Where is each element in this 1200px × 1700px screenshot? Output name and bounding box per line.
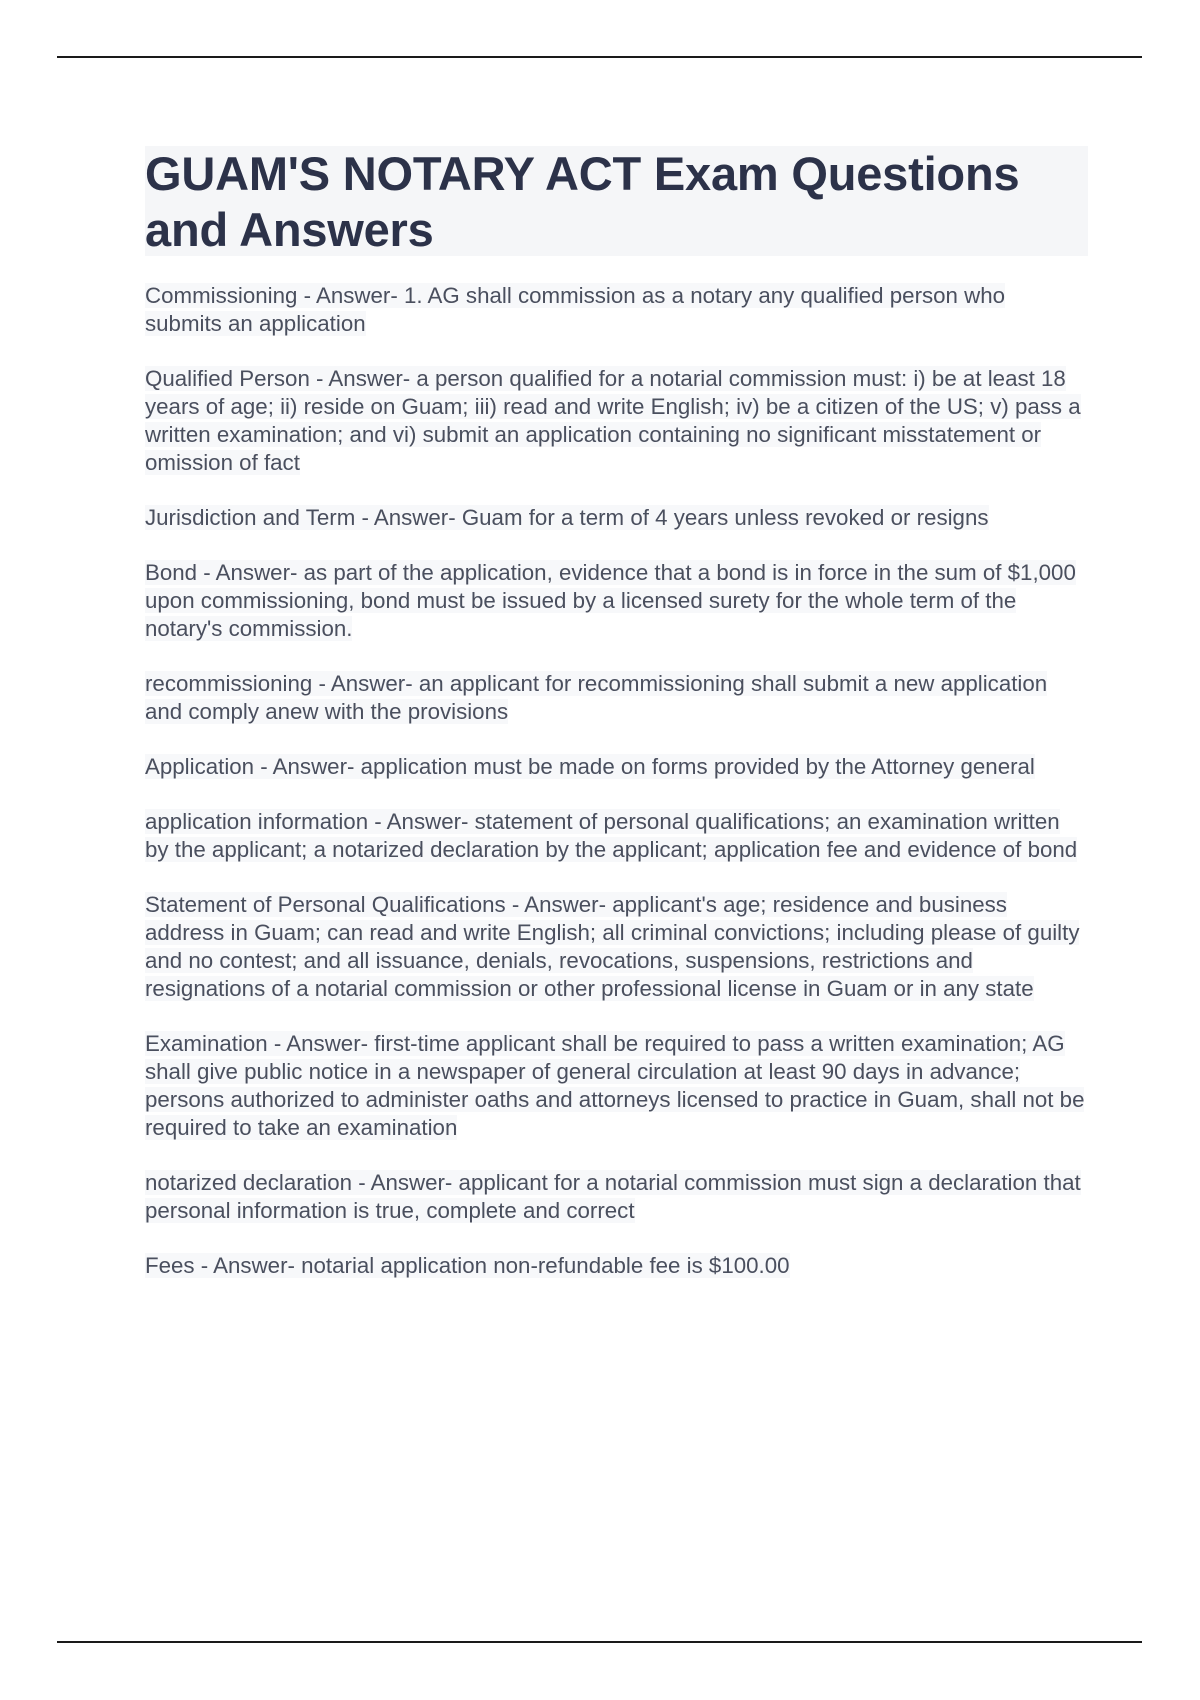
qa-entry (145, 670, 1088, 726)
bottom-divider (57, 1641, 1142, 1643)
qa-text: Commissioning - Answer- 1. AG shall commission as a notary any qualified person who submits an application (145, 283, 1006, 336)
qa-entry (145, 753, 1088, 781)
qa-text: recommissioning - Answer- an applicant for recommissioning shall submit a new application and comply anew with the provisions (145, 671, 1048, 724)
qa-text: application information - Answer- statement of personal qualifications; an examination written by the applicant; a notarized declaration by the applicant; application fee and evidence of bond (145, 809, 1078, 862)
qa-text: Examination - Answer- first-time applicant shall be required to pass a written examination; AG shall give public notice in a newspaper of general circulation at least 90 days in advance; persons authorized to administer oaths and attorneys licensed to practice in Guam, shall not be required to take an examination (145, 1031, 1085, 1140)
qa-entry (145, 365, 1088, 477)
qa-text: Bond - Answer- as part of the application, evidence that a bond is in force in the sum of $1,000 upon commissioning, bond must be issued by a licensed surety for the whole term of the notary's commission. (145, 560, 1076, 641)
qa-entry (145, 282, 1088, 338)
qa-entry (145, 504, 1088, 532)
qa-text: Qualified Person - Answer- a person qualified for a notarial commission must: i) be at least 18 years of age; ii) reside on Guam; iii) read and write English; iv) be a citizen of the US; v) pass a written examination; and vi) submit an application containing no significant misstatement or omission of fact (145, 366, 1081, 475)
qa-entry (145, 891, 1088, 1003)
qa-list (145, 282, 1088, 1280)
document-body (145, 146, 1088, 1307)
title-block (145, 146, 1088, 256)
qa-text: notarized declaration - Answer- applicant for a notarial commission must sign a declaration that personal information is true, complete and correct (145, 1170, 1081, 1223)
qa-entry (145, 808, 1088, 864)
qa-text: Application - Answer- application must be made on forms provided by the Attorney general (145, 754, 1035, 779)
qa-entry (145, 1030, 1088, 1142)
qa-text: Jurisdiction and Term - Answer- Guam for a term of 4 years unless revoked or resigns (145, 505, 989, 530)
qa-entry (145, 1169, 1088, 1225)
top-divider (57, 56, 1142, 58)
qa-entry (145, 1252, 1088, 1280)
page-title: GUAM'S NOTARY ACT Exam Questions and Answers (145, 147, 1020, 256)
qa-text: Statement of Personal Qualifications - Answer- applicant's age; residence and business address in Guam; can read and write English; all criminal convictions; including please of guilty and no contest; and all issuance, denials, revocations, suspensions, restrictions and resignations of a notarial commission or other professional license in Guam or in any state (145, 892, 1080, 1001)
qa-entry (145, 559, 1088, 643)
qa-text: Fees - Answer- notarial application non-refundable fee is $100.00 (145, 1253, 790, 1278)
